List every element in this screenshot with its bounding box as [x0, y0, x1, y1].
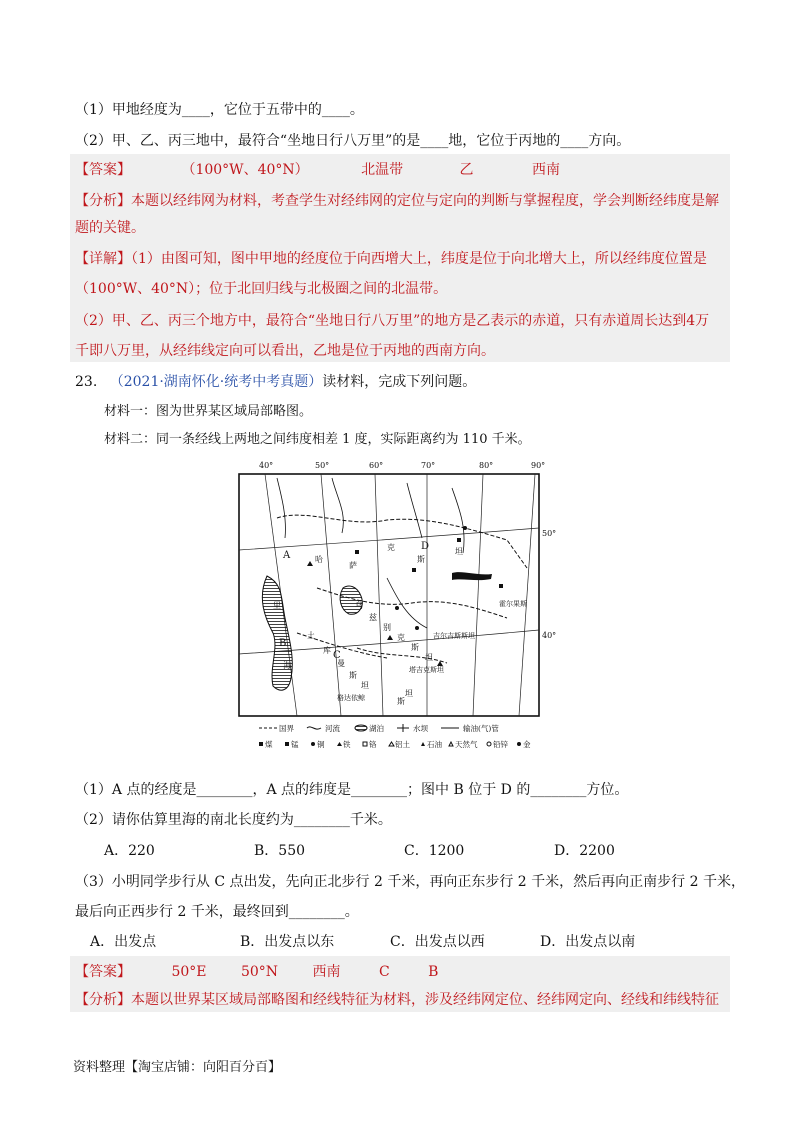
label-man: 曼	[337, 659, 345, 668]
option-2a: A．220	[104, 843, 155, 859]
lon-label-40: 40°	[259, 461, 274, 470]
label-wu: 乌	[355, 601, 363, 610]
label-tu: 土	[307, 631, 315, 640]
q23-sub1: （1）A 点的经度是________，A 点的纬度是________；图中 B 位于 D 的________方位。	[75, 782, 629, 798]
label-zi: 兹	[369, 613, 377, 622]
legend-coal: 煤	[265, 740, 273, 749]
answer-label: 【答案】	[75, 964, 131, 980]
label-tan3: 坦	[425, 653, 433, 662]
analysis-label: 【分析】	[75, 992, 131, 1008]
option-3a: A．出发点	[90, 934, 157, 950]
answer-4: 西南	[532, 162, 560, 178]
option-3d: D．出发点以南	[540, 934, 636, 950]
q23-heading	[75, 372, 476, 392]
question-intro: 读材料，完成下列问题。	[322, 374, 477, 390]
label-bie: 别	[383, 623, 391, 632]
q22-sub2: （2）甲、乙、丙三地中，最符合“坐地日行八万里”的是____地，它位于丙地的____方向。	[75, 133, 631, 149]
q23-options3	[90, 932, 635, 952]
label-tan: 坦	[455, 547, 463, 556]
label-ke: 克	[387, 543, 395, 552]
legend-leadzinc: 铅锌	[493, 740, 508, 749]
q23-sub3b: 最后向正西步行 2 千米，最终回到________。	[75, 904, 359, 920]
q23-sub2: （2）请你估算里海的南北长度约为________千米。	[75, 812, 392, 828]
caspian-sea	[262, 576, 292, 690]
lake-balkhash	[452, 572, 492, 580]
q23-material1: 材料一：图为世界某区域局部略图。	[104, 404, 313, 419]
legend-lake: 湖泊	[369, 724, 384, 733]
point-B: B	[279, 638, 287, 649]
legend-bauxite: 铝土	[395, 740, 410, 749]
answer-2: 北温带	[361, 162, 404, 178]
q22-analysis-2: 题的关键。	[75, 220, 145, 236]
region-map	[237, 458, 557, 753]
legend-chromium: 铬	[369, 740, 377, 749]
legend-gold: 金	[523, 740, 531, 749]
label-tan4: 坦	[405, 689, 413, 698]
lat-label-40: 40°	[542, 631, 557, 640]
q22-answer-row	[75, 160, 560, 180]
point-C: C	[333, 650, 341, 661]
legend-copper: 铜	[317, 740, 325, 749]
question-number: 23.	[75, 374, 98, 390]
legend-pipeline: 输油(气)管	[463, 724, 499, 733]
q22-detail-4: 千即八万里，从经纬线定向可以看出，乙地是位于丙地的西南方向。	[75, 343, 495, 359]
label-si3: 斯	[411, 643, 419, 652]
label-li: 里	[273, 601, 281, 610]
q23-sub3a: （3）小明同学步行从 C 点出发，先向正北步行 2 千米，再向正东步行 2 千米，然后再向正南步行 2 千米，	[75, 874, 745, 890]
answer-1: （100°W、40°N）	[181, 162, 309, 178]
label-tan2: 坦	[361, 681, 369, 690]
answer-4: C	[378, 964, 390, 980]
legend-iron: 铁	[343, 740, 351, 749]
answer-label: 【答案】	[75, 162, 131, 178]
lat-label-50: 50°	[542, 529, 557, 538]
legend-river: 河流	[325, 724, 340, 733]
q23-analysis-1	[75, 990, 719, 1010]
lon-label-80: 80°	[479, 461, 494, 470]
analysis-text: 本题以经纬网为材料，考查学生对经纬网的定位与定向的判断与掌握程度，学会判断经纬度是解	[131, 193, 719, 209]
label-ha: 哈	[315, 555, 323, 564]
legend-gas: 天然气	[455, 740, 478, 749]
legend-border: 国界	[279, 724, 294, 733]
answer-1: 50°E	[171, 964, 207, 980]
lon-label-60: 60°	[369, 461, 384, 470]
option-2c: C．1200	[404, 843, 465, 859]
answer-3: 乙	[459, 162, 474, 178]
q23-material2: 材料二：同一条经线上两地之间纬度相差 1 度，实际距离约为 110 千米。	[104, 432, 531, 447]
label-ku: 库	[323, 646, 331, 655]
lon-label-90: 90°	[531, 461, 546, 470]
legend-dam: 水坝	[413, 724, 428, 733]
page-footer: 资料整理【淘宝店铺：向阳百分百】	[73, 1060, 282, 1075]
detail-label: 【详解】	[75, 251, 131, 267]
option-3b: B．出发点以东	[240, 934, 335, 950]
answer-5: B	[428, 964, 439, 980]
q22-detail-2: （100°W、40°N）；位于北回归线与北极圈之间的北温带。	[75, 281, 448, 297]
q22-detail-1	[75, 249, 707, 269]
question-source: （2021·湖南怀化·统考中考真题）	[109, 374, 323, 390]
q22-analysis-1	[75, 191, 719, 211]
lon-label-50: 50°	[315, 461, 330, 470]
legend-manganese: 锰	[291, 740, 299, 749]
option-2b: B．550	[254, 843, 306, 859]
q22-sub1: （1）甲地经度为____，它位于五带中的____。	[75, 102, 364, 118]
label-kyrgyzstan: 吉尔吉斯斯坦	[433, 632, 475, 640]
label-sa: 萨	[349, 561, 357, 570]
label-si: 斯	[417, 555, 425, 564]
lon-label-70: 70°	[421, 461, 436, 470]
legend-oil: 石油	[427, 740, 442, 749]
analysis-text: 本题以世界某区域局部略图和经线特征为材料，涉及经纬网定位、经纬网定向、经线和纬线特征	[131, 992, 719, 1008]
option-2d: D．2200	[554, 843, 615, 859]
label-hai: 海	[283, 661, 291, 670]
label-tajikistan: 塔吉克斯坦	[409, 666, 444, 674]
point-A: A	[283, 550, 291, 561]
q22-detail-3: （2）甲、乙、丙三个地方中，最符合“坐地日行八万里”的地方是乙表示的赤道，只有赤道周长达到4万	[75, 313, 710, 329]
label-ke2: 克	[397, 633, 405, 642]
option-3c: C．出发点以西	[390, 934, 485, 950]
rivers	[277, 478, 464, 628]
answer-2: 50°N	[240, 964, 279, 980]
legend	[259, 723, 531, 749]
answer-3: 西南	[312, 964, 341, 980]
label-gedayijing: 格达依鲸	[337, 694, 365, 702]
label-si4: 斯	[397, 697, 405, 706]
detail-text: （1）由图可知，图中甲地的经度位于向西增大上，纬度是位于向北增大上，所以经纬度位置是	[131, 251, 707, 267]
label-si2: 斯	[349, 671, 357, 680]
label-khorgos: 霍尔果斯	[499, 600, 527, 608]
analysis-label: 【分析】	[75, 193, 131, 209]
mineral-symbols	[307, 526, 503, 666]
point-D: D	[421, 541, 430, 552]
q23-options2	[104, 841, 615, 861]
q23-answer-row	[75, 962, 438, 982]
